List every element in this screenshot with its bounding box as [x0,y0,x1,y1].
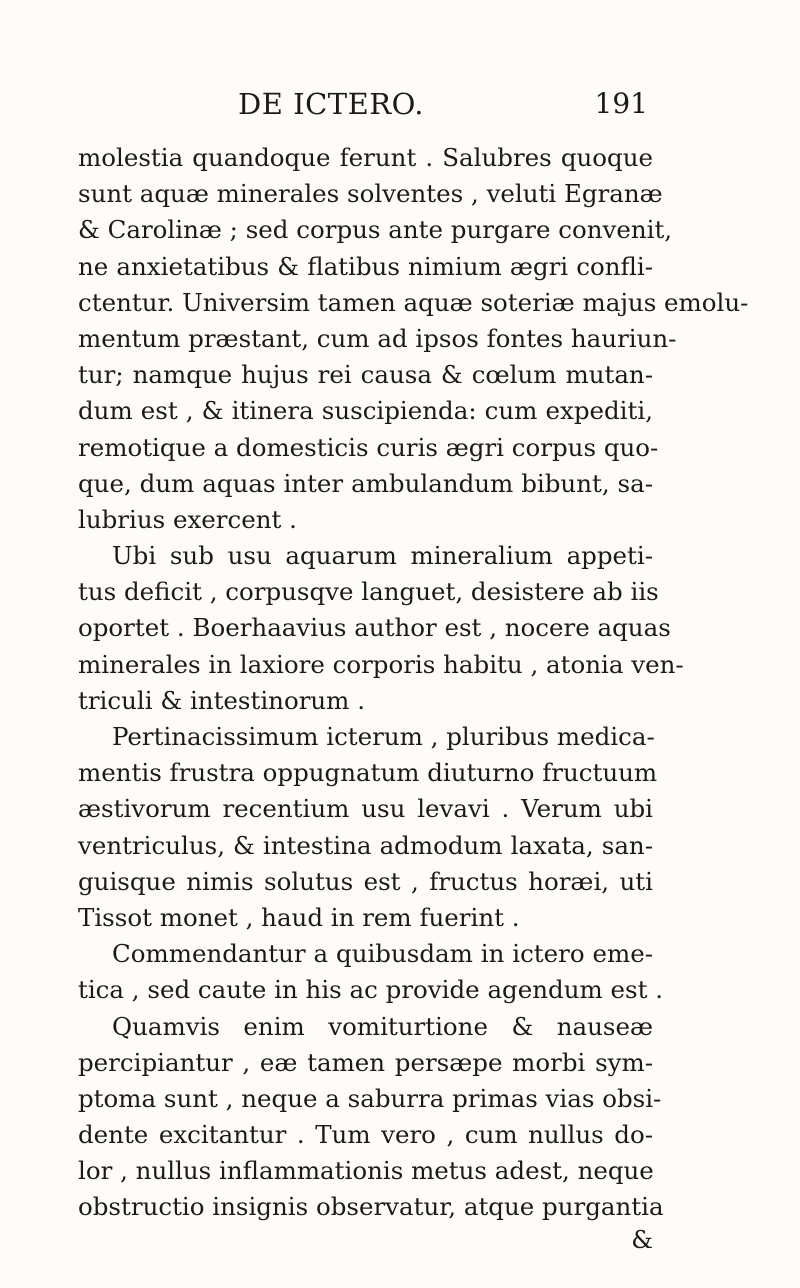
text-line: lor , nullus inflammationis metus adest, neque [78,1156,654,1186]
text-line: Commendantur a quibusdam in ictero eme- [112,939,653,969]
text-line: ctentur. Universim tamen aquæ soteriæ majus emolu- [78,287,749,317]
text-line: molestia quandoque ferunt . Salubres quoque [78,143,653,172]
text-line: tur; namque hujus rei causa & cœlum mutan- [78,360,653,390]
text-line: & Carolinæ ; sed corpus ante purgare convenit, [78,215,673,245]
text-line: dente excitantur . Tum vero , cum nullus do- [78,1120,653,1150]
text-line: mentum præstant, cum ad ipsos fontes hauriun- [78,323,677,353]
text-line: minerales in laxiore corporis habitu , atonia ven- [78,649,684,679]
text-line: Pertinacissimum icterum , pluribus medica- [112,722,655,751]
text-line: lubrius exercent . [78,504,297,534]
text-line: tus deficit , corpusqve languet, desistere ab iis [78,577,659,607]
text-line: percipiantur , eæ tamen persæpe morbi sym- [78,1047,653,1077]
text-line: æstivorum recentium usu levavi . Verum ubi [78,794,653,824]
page-number: 191 [594,87,648,120]
text-line: oportet . Boerhaavius author est , nocere aquas [78,613,671,643]
text-line: Quamvis enim vomiturtione & nauseæ [112,1011,653,1041]
running-title: DE ICTERO. [238,87,424,121]
text-line: ne anxietatibus & flatibus nimium ægri confli- [78,251,653,281]
text-line: guisque nimis solutus est , fructus horæi, uti [78,866,653,896]
text-line: tica , sed caute in his ac provide agendum est . [78,975,663,1005]
catchword: & [631,1225,653,1254]
text-line: ptoma sunt , neque a saburra primas vias obsi- [78,1083,662,1113]
text-line: Ubi sub usu aquarum mineralium appeti- [112,541,653,571]
body-text [78,140,749,1226]
running-head [78,84,648,124]
text-line: sunt aquæ minerales solventes , veluti Egranæ [78,179,663,209]
text-line: remotique a domesticis curis ægri corpus quo- [78,432,659,462]
text-line: ventriculus, & intestina admodum laxata, san- [78,830,653,860]
catchword-row [78,1222,653,1258]
text-line: obstructio insignis observatur, atque purgantia [78,1192,664,1222]
text-line: triculi & intestinorum . [78,685,365,715]
text-line: que, dum aquas inter ambulandum bibunt, sa- [78,468,653,498]
text-line: mentis frustra oppugnatum diuturno fructuum [78,758,658,788]
text-line: dum est , & itinera suscipienda: cum expediti, [78,396,653,426]
text-line: Tissot monet , haud in rem fuerint . [78,902,520,932]
